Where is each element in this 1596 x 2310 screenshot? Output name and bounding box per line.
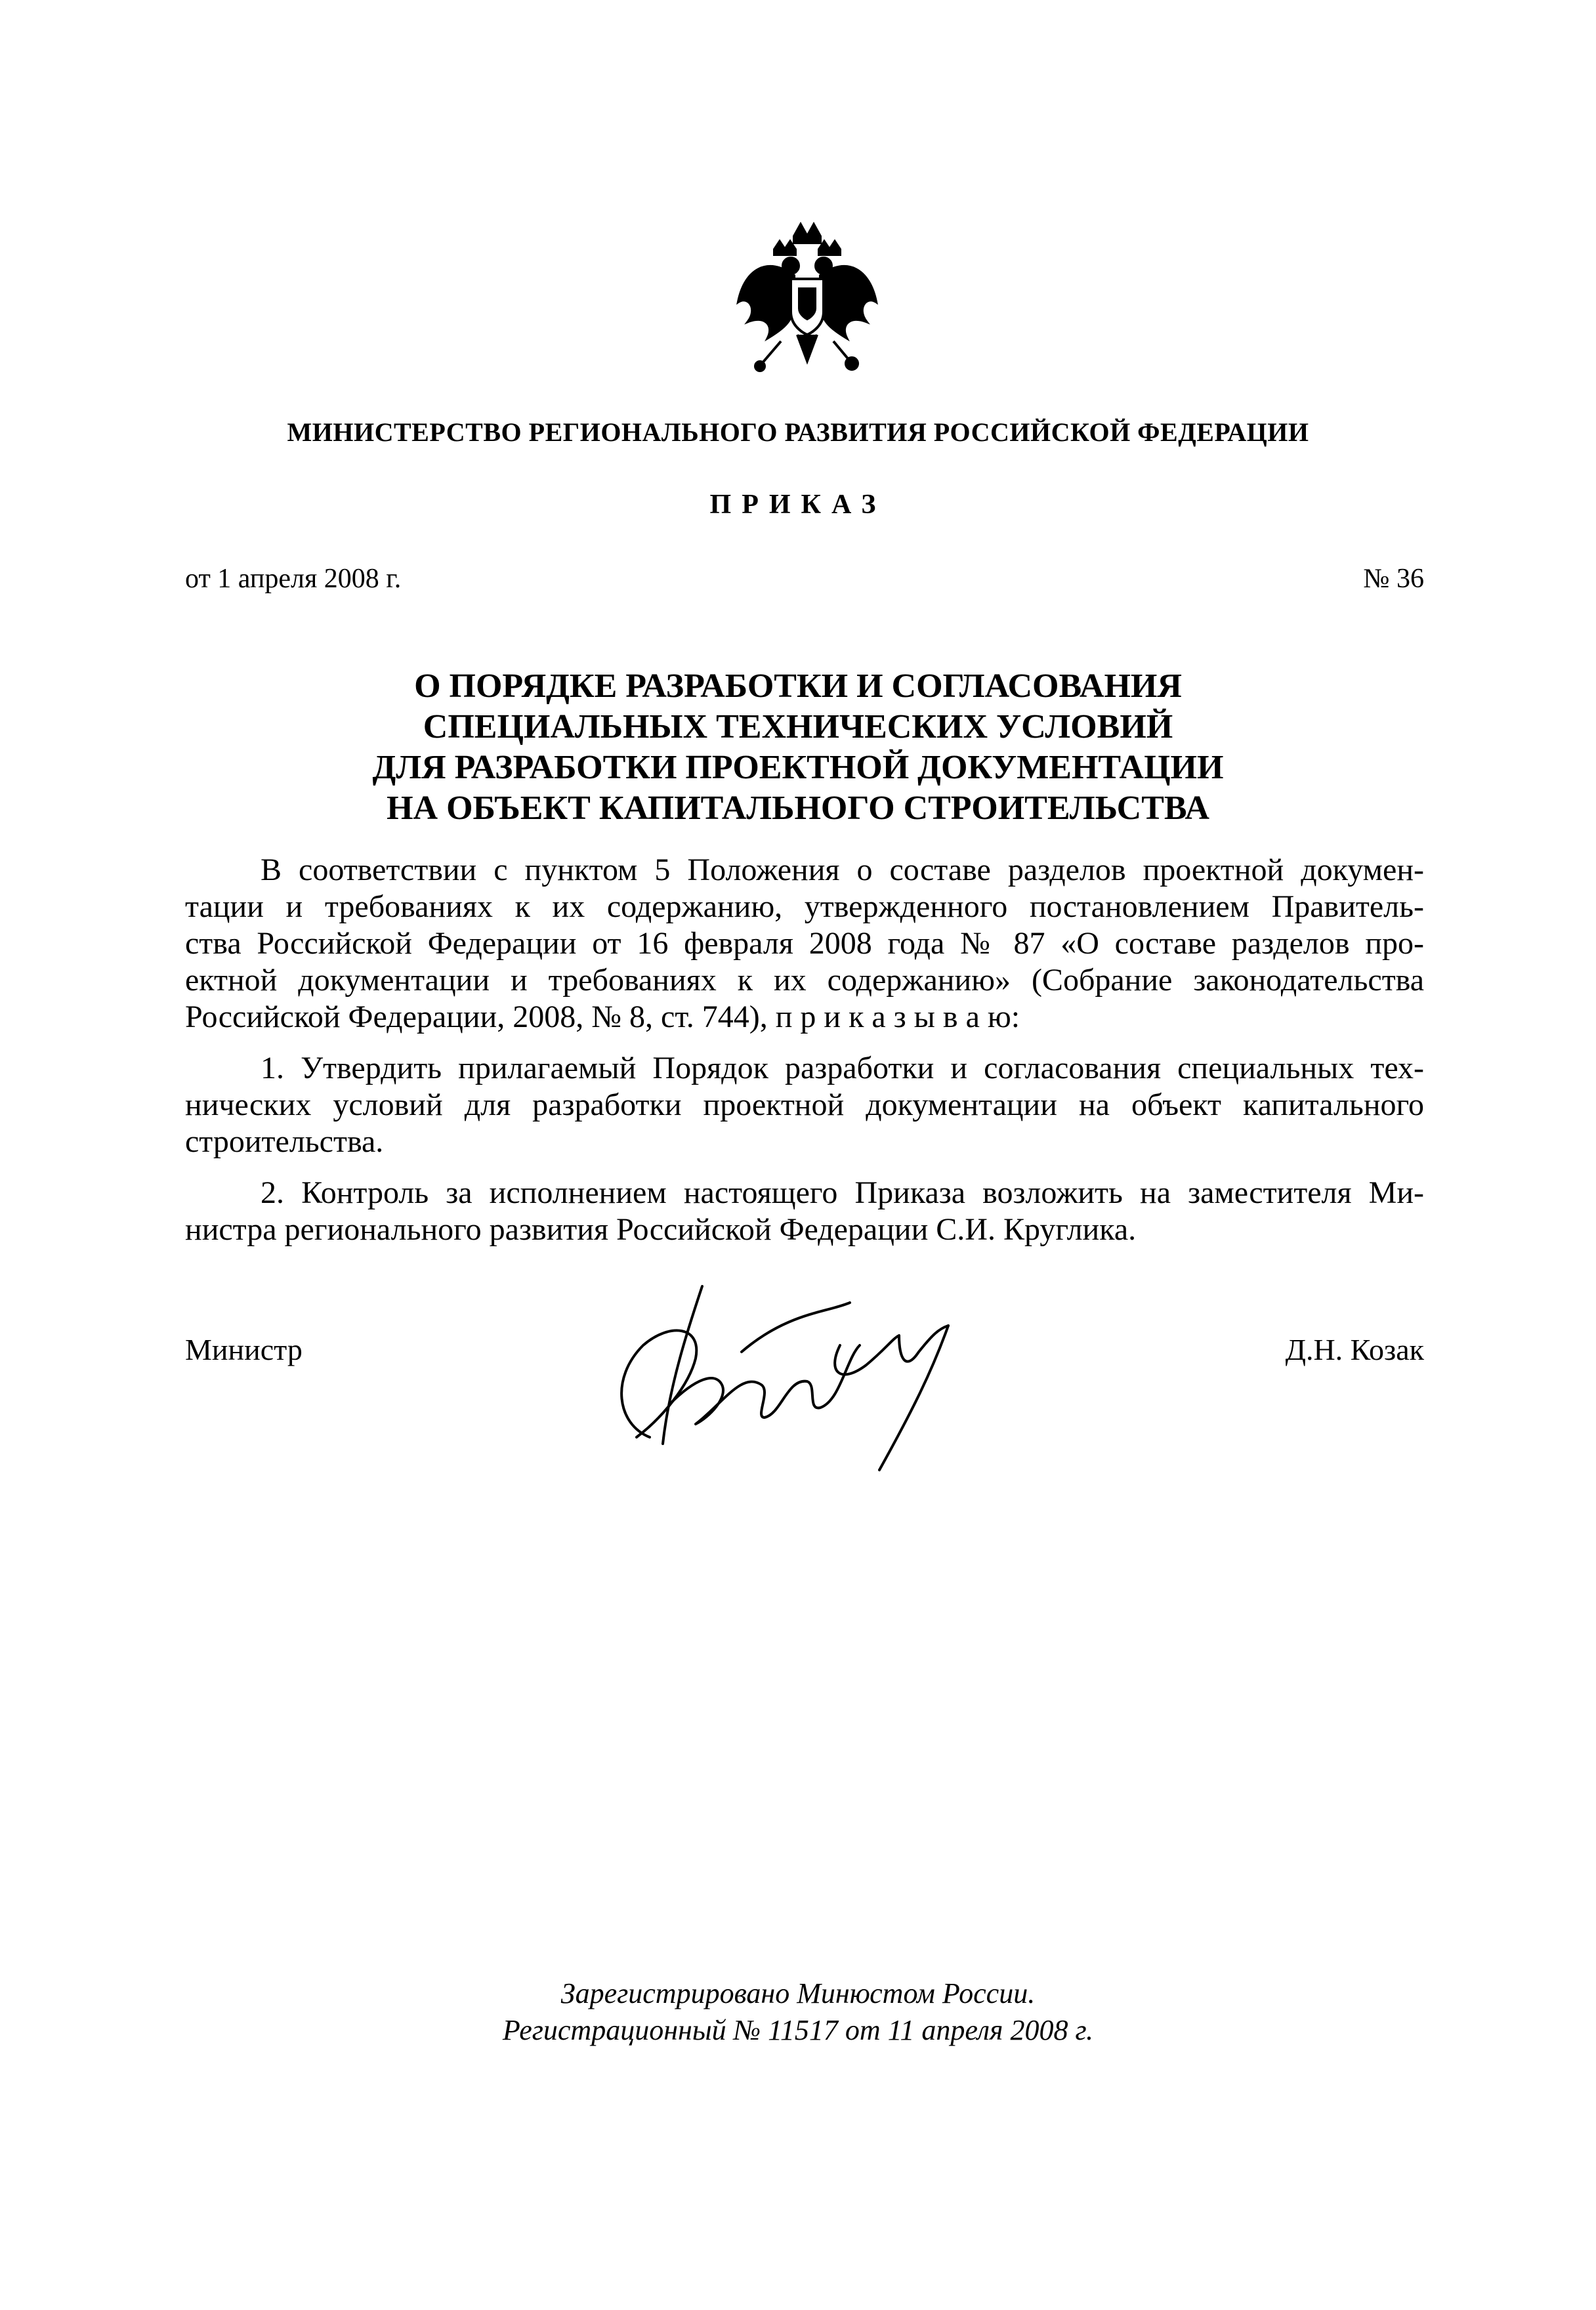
- signatory-title: Министр: [185, 1333, 303, 1366]
- title-line: НА ОБЪЕКТ КАПИТАЛЬНОГО СТРОИТЕЛЬСТВА: [387, 789, 1209, 827]
- text-line: 2. Контроль за исполнением настоящего Приказа возложить на заместителя Ми-: [261, 1175, 1424, 1210]
- item-2-paragraph: [185, 1175, 1424, 1248]
- document-type: ПРИКАЗ: [709, 490, 887, 520]
- registration-note: [0, 1975, 1596, 2049]
- title-line: СПЕЦИАЛЬНЫХ ТЕХНИЧЕСКИХ УСЛОВИЙ: [423, 708, 1173, 746]
- text-line: тации и требованиях к их содержанию, утвержденного постановлением Правитель-: [185, 889, 1424, 924]
- document-title: [0, 666, 1596, 829]
- title-line: О ПОРЯДКЕ РАЗРАБОТКИ И СОГЛАСОВАНИЯ: [414, 667, 1182, 705]
- preamble-paragraph: [185, 852, 1424, 1036]
- text-line: ства Российской Федерации от 16 февраля 2008 года № 87 «О составе разделов про-: [185, 926, 1424, 961]
- registration-line: Регистрационный № 11517 от 11 апреля 2008 г.: [502, 2014, 1094, 2046]
- text-line: 1. Утвердить прилагаемый Порядок разработки и согласования специальных тех-: [261, 1051, 1424, 1085]
- text-line: строительства.: [185, 1124, 384, 1159]
- registration-line: Зарегистрировано Минюстом России.: [560, 1977, 1036, 2009]
- title-line: ДЛЯ РАЗРАБОТКИ ПРОЕКТНОЙ ДОКУМЕНТАЦИИ: [372, 749, 1224, 786]
- text-line: нических условий для разработки проектной документации на объект капитального: [185, 1087, 1424, 1122]
- text-line: ектной документации и требованиях к их содержанию» (Собрание законодательства: [185, 963, 1424, 998]
- document-number: № 36: [1363, 564, 1424, 594]
- signature-image: [591, 1273, 1050, 1483]
- text-line: Российской Федерации, 2008, № 8, ст. 744), п р и к а з ы в а ю:: [185, 999, 1020, 1034]
- ministry-name: МИНИСТЕРСТВО РЕГИОНАЛЬНОГО РАЗВИТИЯ РОССИЙСКОЙ ФЕДЕРАЦИИ: [287, 417, 1309, 447]
- document-date: от 1 апреля 2008 г.: [185, 564, 402, 594]
- text-line: нистра регионального развития Российской Федерации С.И. Круглика.: [185, 1212, 1137, 1247]
- coat-of-arms-icon: [728, 210, 886, 374]
- item-1-paragraph: [185, 1050, 1424, 1160]
- text-line: В соответствии с пунктом 5 Положения о составе разделов проектной докумен-: [261, 852, 1424, 887]
- signatory-name: Д.Н. Козак: [1285, 1333, 1424, 1366]
